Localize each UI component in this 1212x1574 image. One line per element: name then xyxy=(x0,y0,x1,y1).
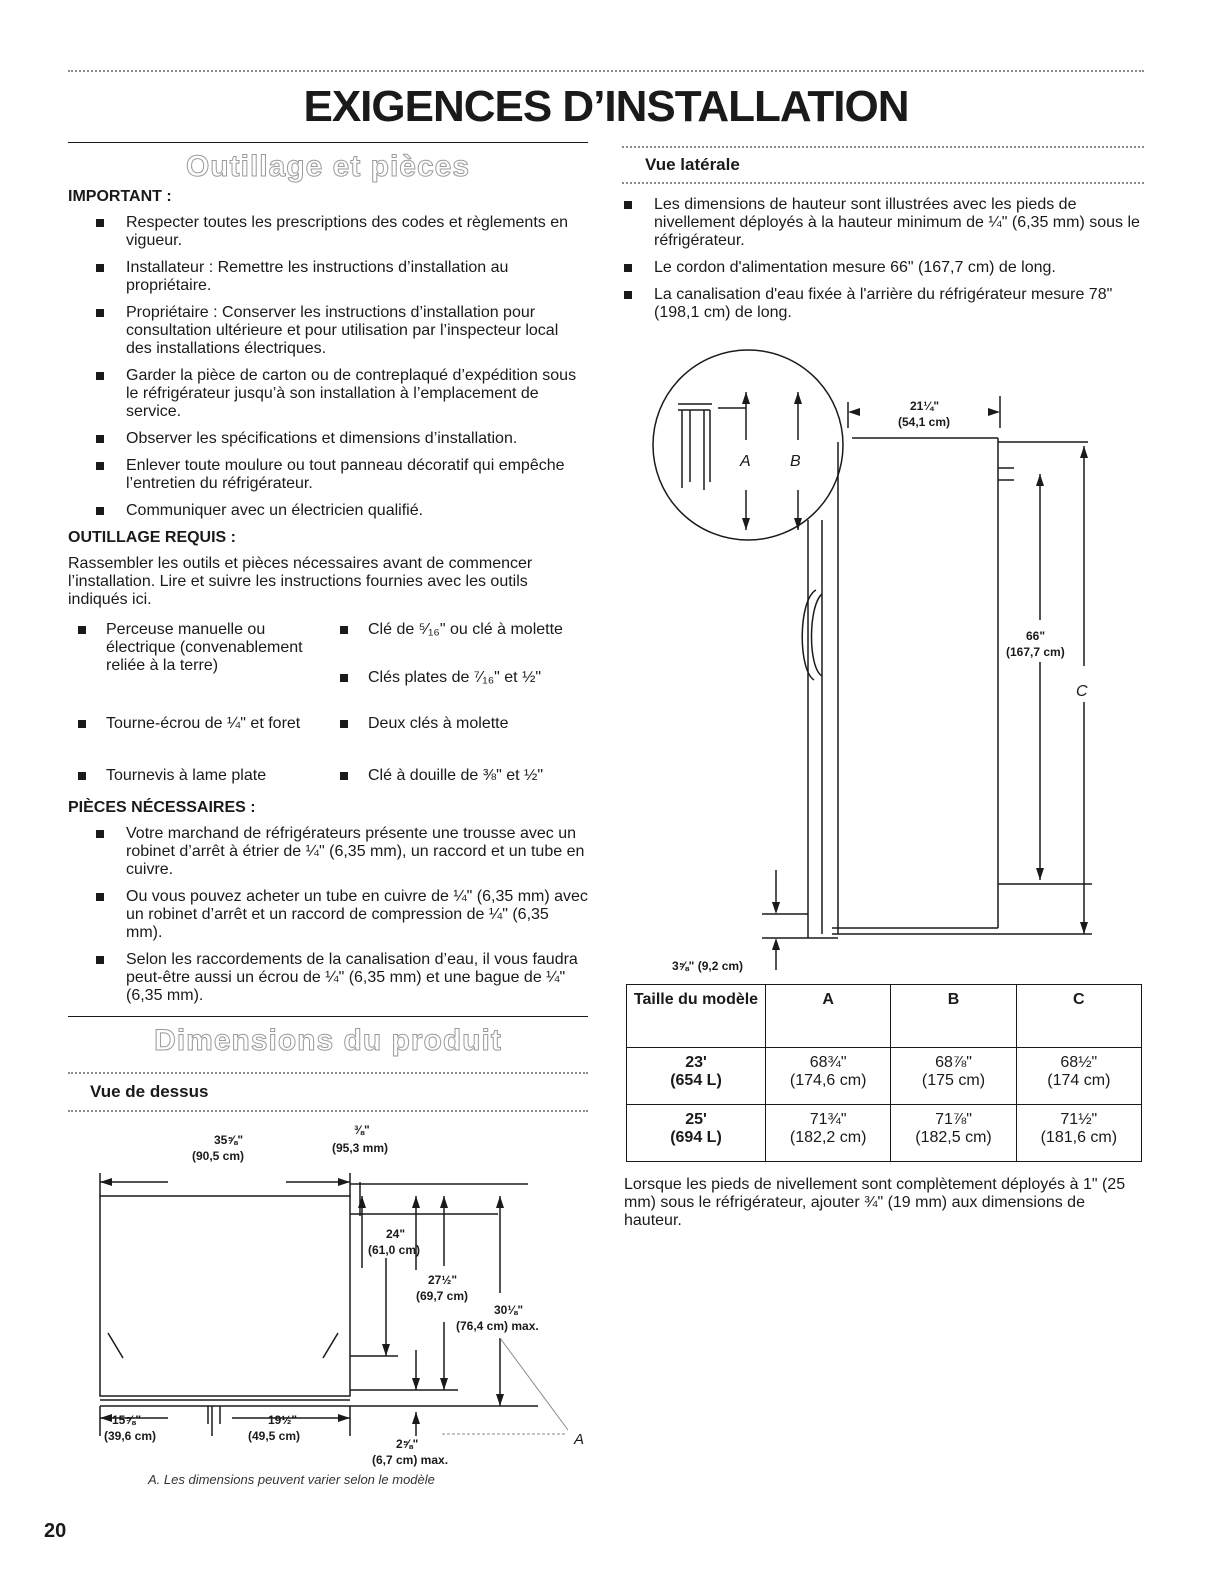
dim-depth-1-cm: (61,0 cm) xyxy=(368,1243,421,1257)
top-view-label: Vue de dessus xyxy=(90,1082,209,1101)
table-cell: (175 cm) xyxy=(921,1072,986,1089)
list-item: Observer les spécifications et dimensions d’installation. xyxy=(68,430,588,448)
list-item: Votre marchand de réfrigérateurs présente une trousse avec un robinet d’arrêt à étrier de ¼" (6,35 mm), un raccord et un tube en cuivre. xyxy=(68,825,588,879)
table-cell: 68⅞" xyxy=(935,1054,972,1071)
list-item: Garder la pièce de carton ou de contreplaqué d’expédition sous le réfrigérateur jusqu’à son installation à l’emplacement de service. xyxy=(68,367,588,421)
list-item: Le cordon d'alimentation mesure 66" (167,7 cm) de long. xyxy=(596,259,1144,277)
dims-top-rule xyxy=(68,1016,588,1017)
list-item: Tournevis à lame plate xyxy=(68,767,326,785)
callout-a: A xyxy=(574,1431,585,1448)
side-view-label: Vue latérale xyxy=(645,155,740,174)
list-item: La canalisation d'eau fixée à l'arrière du réfrigérateur mesure 78" (198,1 cm) de long. xyxy=(596,286,1144,322)
left-column xyxy=(68,150,588,1014)
list-item: Selon les raccordements de la canalisation d’eau, il vous faudra peut-être aussi un écrou de ¼" (6,35 mm) et une bague de ¼" (6,35 mm). xyxy=(68,951,588,1005)
dimensions-table xyxy=(626,984,1142,1162)
table-header: Taille du modèle xyxy=(627,985,766,1048)
list-item: Installateur : Remettre les instructions d’installation au propriétaire. xyxy=(68,259,588,295)
parts-list xyxy=(68,825,588,1005)
dotted-rule xyxy=(68,1072,588,1074)
table-row xyxy=(627,1048,1142,1105)
table-cell: 71⅞" xyxy=(935,1111,972,1128)
dim-width-right: 19½" xyxy=(268,1413,298,1427)
important-label: IMPORTANT : xyxy=(68,188,172,205)
parts-label: PIÈCES NÉCESSAIRES : xyxy=(68,799,256,816)
dim-depth-3: 30⅛" xyxy=(494,1303,524,1317)
dim-bottom: 2⅝" xyxy=(396,1437,419,1451)
list-item: Communiquer avec un électricien qualifié. xyxy=(68,502,588,520)
tools-required-label: OUTILLAGE REQUIS : xyxy=(68,529,236,546)
dim-bottom-cm: (6,7 cm) max. xyxy=(372,1453,449,1467)
section-heading-dimensions: Dimensions du produit xyxy=(154,1024,502,1057)
dim-depth-1: 24" xyxy=(386,1227,406,1241)
label-a: A xyxy=(740,453,751,470)
table-cell: 23' xyxy=(685,1054,707,1071)
table-row xyxy=(627,1105,1142,1162)
top-rule xyxy=(68,70,1144,72)
list-item: Perceuse manuelle ou électrique (convenablement reliée à la terre) xyxy=(68,621,306,675)
dim-depth-2-cm: (69,7 cm) xyxy=(416,1289,469,1303)
table-cell: 68½" xyxy=(1060,1054,1098,1071)
table-cell: 71½" xyxy=(1060,1111,1098,1128)
dim-width-left: 15⅝" xyxy=(112,1413,142,1427)
list-item: Clé de ⁵⁄₁₆" ou clé à molette xyxy=(330,621,568,639)
page-number: 20 xyxy=(44,1520,67,1542)
side-view-list xyxy=(596,196,1144,331)
table-cell: 71¾" xyxy=(809,1111,847,1128)
tools-intro: Rassembler les outils et pièces nécessaires avant de commencer l’installation. Lire et suivre les instructions fournies avec les outils indiqués ici. xyxy=(68,555,533,608)
left-top-rule xyxy=(68,142,588,143)
side-view-diagram xyxy=(622,330,1144,980)
list-item: Propriétaire : Conserver les instructions d’installation pour consultation ultérieure et pour utilisation par l’inspecteur local des installations électriques. xyxy=(68,304,588,358)
tools-list xyxy=(68,621,588,791)
table-header: A xyxy=(766,985,891,1048)
dim-width-left-cm: (39,6 cm) xyxy=(104,1429,157,1443)
dotted-rule xyxy=(622,182,1144,184)
list-item: Les dimensions de hauteur sont illustrées avec les pieds de nivellement déployés à la hauteur minimum de ¼" (6,35 mm) sous le réfrigérateur. xyxy=(596,196,1144,250)
table-cell: (174,6 cm) xyxy=(789,1072,867,1089)
list-item: Clé à douille de ⅜" et ½" xyxy=(330,767,598,785)
table-cell: (182,5 cm) xyxy=(915,1129,992,1146)
dim-width-right-cm: (49,5 cm) xyxy=(248,1429,301,1443)
diagram-caption: A. Les dimensions peuvent varier selon le modèle xyxy=(148,1472,435,1487)
fridge-top-outline xyxy=(100,1196,350,1396)
list-item: Clés plates de ⁷⁄₁₆" et ½" xyxy=(330,669,598,687)
list-item: Deux clés à molette xyxy=(330,715,598,733)
dotted-rule xyxy=(68,1110,588,1112)
height-note: Lorsque les pieds de nivellement sont complètement déployés à 1" (25 mm) sous le réfrigérateur, ajouter ¾" (19 mm) aux dimensions de hauteur. xyxy=(624,1176,1126,1229)
dim-depth-2: 27½" xyxy=(428,1273,458,1287)
dim-depth-cm: (54,1 cm) xyxy=(898,415,951,429)
table-cell: 25' xyxy=(685,1111,707,1128)
table-cell: (174 cm) xyxy=(1047,1072,1111,1089)
list-item: Ou vous pouvez acheter un tube en cuivre de ¼" (6,35 mm) avec un robinet d’arrêt et un raccord de compression de ¼" (6,35 mm). xyxy=(68,888,588,942)
dim-gap: ⅜" xyxy=(354,1123,370,1137)
dim-gap-mm: (95,3 mm) xyxy=(332,1141,389,1155)
dim-depth: 21¼" xyxy=(910,399,940,413)
list-item: Enlever toute moulure ou tout panneau décoratif qui empêche l’entretien du réfrigérateur. xyxy=(68,457,588,493)
section-heading-tools: Outillage et pièces xyxy=(185,150,471,183)
table-cell: (654 L) xyxy=(670,1072,722,1089)
table-cell: (694 L) xyxy=(670,1129,722,1146)
table-header-row xyxy=(627,985,1142,1048)
dim-cord-cm: (167,7 cm) xyxy=(1006,645,1065,659)
top-view-diagram xyxy=(68,1118,598,1488)
important-list xyxy=(68,214,588,520)
table-header: B xyxy=(891,985,1016,1048)
list-item: Tourne-écrou de ¼" et foret xyxy=(68,715,306,733)
table-cell: 68¾" xyxy=(809,1054,847,1071)
dim-width-total: 35⅝" xyxy=(214,1133,244,1147)
list-item: Respecter toutes les prescriptions des codes et règlements en vigueur. xyxy=(68,214,588,250)
dim-cord: 66" xyxy=(1026,629,1046,643)
dim-depth-3-cm: (76,4 cm) max. xyxy=(456,1319,539,1333)
dim-floor: 3⅝" (9,2 cm) xyxy=(672,959,744,973)
dotted-rule xyxy=(622,146,1144,148)
table-cell: (181,6 cm) xyxy=(1040,1129,1118,1146)
dim-width-total-cm: (90,5 cm) xyxy=(192,1149,245,1163)
page-title: EXIGENCES D’INSTALLATION xyxy=(303,82,909,131)
label-b: B xyxy=(790,453,801,470)
label-c: C xyxy=(1076,683,1088,700)
table-cell: (182,2 cm) xyxy=(789,1129,867,1146)
table-header: C xyxy=(1016,985,1141,1048)
